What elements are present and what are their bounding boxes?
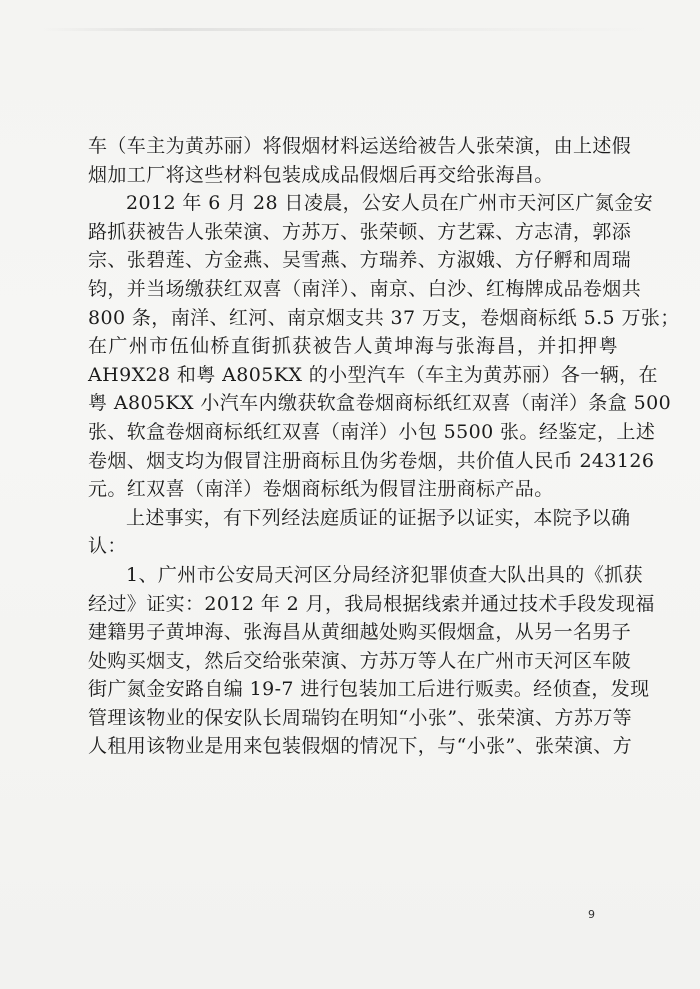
- text-line: 人租用该物业是用来包装假烟的情况下，与“小张”、张荣演、方: [88, 735, 633, 758]
- text-line: 宗、张碧莲、方金燕、吴雪燕、方瑞养、方淑娥、方仔孵和周瑞: [88, 249, 632, 272]
- page-number: 9: [588, 908, 595, 921]
- text-line: 张、软盒卷烟商标纸红双喜（南洋）小包 5500 张。经鉴定，上述: [88, 420, 656, 443]
- text-line: 800 条，南洋、红河、南京烟支共 37 万支，卷烟商标纸 5.5 万张；: [88, 306, 680, 329]
- paragraph-start-line: 上述事实，有下列经法庭质证的证据予以证实，本院予以确: [126, 506, 631, 529]
- text-line: 车（车主为黄苏丽）将假烟材料运送给被告人张荣演，由上述假: [88, 135, 632, 157]
- text-line: 认：: [88, 535, 127, 558]
- text-line: AH9X28 和粤 A805KX 的小型汽车（车主为黄苏丽）各一辆，在: [88, 363, 658, 386]
- paragraph-start-line: 2012 年 6 月 28 日凌晨，公安人员在广州市天河区广氮金安: [126, 192, 654, 215]
- text-line: 街广氮金安路自编 19-7 进行包装加工后进行贩卖。经侦查，发现: [88, 678, 650, 701]
- paragraph-start-line: 1、广州市公安局天河区分局经济犯罪侦查大队出具的《抓获: [126, 563, 643, 586]
- text-line: 粤 A805KX 小汽车内缴获软盒卷烟商标纸红双喜（南洋）条盒 500: [88, 392, 672, 415]
- text-line: 钧，并当场缴获红双喜（南洋）、南京、白沙、红梅牌成品卷烟共: [88, 277, 642, 300]
- document-body: [88, 132, 680, 761]
- text-line: 经过》证实：2012 年 2 月，我局根据线索并通过技术手段发现福: [88, 592, 655, 615]
- text-line: 烟加工厂将这些材料包装成成品假烟后再交给张海昌。: [88, 163, 554, 186]
- text-line: 管理该物业的保安队长周瑞钧在明知“小张”、张荣演、方苏万等: [88, 706, 633, 729]
- text-line: 路抓获被告人张荣演、方苏万、张荣顿、方艺霖、方志清，郭添: [88, 220, 632, 243]
- text-line: 元。红双喜（南洋）卷烟商标纸为假冒注册商标产品。: [88, 478, 554, 501]
- text-line: 在广州市伍仙桥直街抓获被告人黄坤海与张海昌，并扣押粤: [88, 335, 618, 358]
- text-line: 卷烟、烟支均为假冒注册商标且伪劣卷烟，共价值人民币 243126: [88, 449, 655, 472]
- scan-artifact: [40, 28, 660, 31]
- text-line: 建籍男子黄坤海、张海昌从黄细越处购买假烟盒，从另一名男子: [88, 621, 632, 644]
- text-line: 处购买烟支，然后交给张荣演、方苏万等人在广州市天河区车陂: [88, 649, 632, 672]
